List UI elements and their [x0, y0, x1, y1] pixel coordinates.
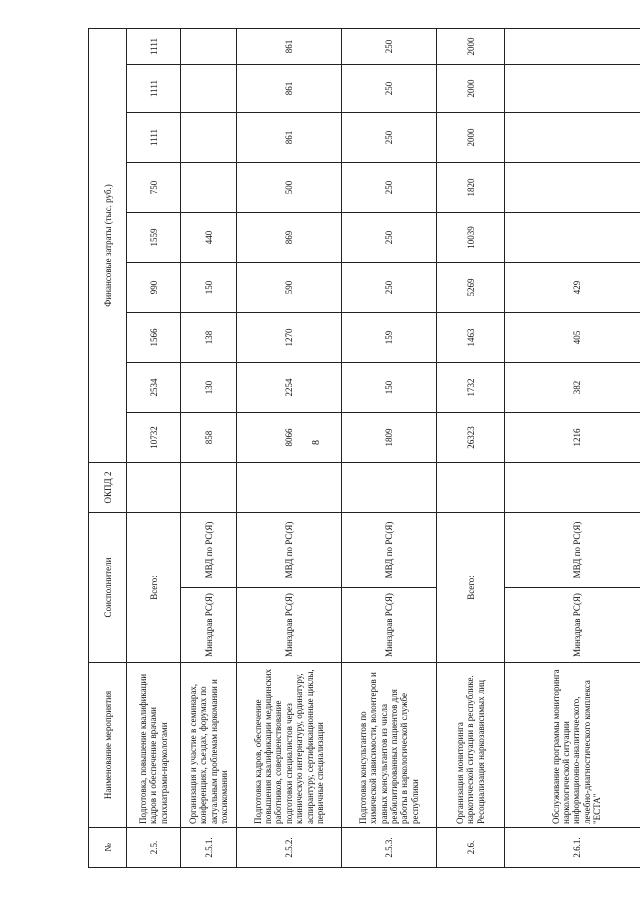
cost-cell: 1820 — [437, 163, 505, 213]
row-name: Подготовка консультантов по химической зависимости, волонтеров и равных консультантов из числа реабилитированных пациентов для работы в наркологической службе республики — [342, 663, 437, 828]
cost-cell: 590 — [237, 263, 342, 313]
cost-cell: 250 — [342, 113, 437, 163]
cost-cell: 1566 — [127, 313, 181, 363]
row-num: 2.5.3. — [342, 828, 437, 868]
cost-cell: 1559 — [127, 213, 181, 263]
table-row — [342, 29, 437, 868]
cost-cell: 1809 — [342, 413, 437, 463]
cost-cell: 150 — [181, 263, 237, 313]
header-name: Наименование мероприятия — [89, 663, 127, 828]
cost-cell: 138 — [181, 313, 237, 363]
header-costs: Финансовые затраты (тыс. руб.) — [89, 29, 127, 463]
table-row — [237, 29, 342, 868]
costs-table — [88, 28, 640, 868]
cost-cell: 858 — [181, 413, 237, 463]
cost-cell: 500 — [237, 163, 342, 213]
cost-cell — [505, 29, 640, 65]
row-okpd — [505, 463, 640, 513]
table-header-row — [89, 29, 127, 868]
cost-cell: 1270 — [237, 313, 342, 363]
cost-cell: 1463 — [437, 313, 505, 363]
cost-cell: 405 — [505, 313, 640, 363]
cost-cell: 2000 — [437, 65, 505, 113]
cost-cell: 8066 — [237, 413, 342, 463]
row-co-executor: МВД по РС(Я) — [237, 513, 342, 588]
cost-cell: 2254 — [237, 363, 342, 413]
cost-cell: 382 — [505, 363, 640, 413]
row-okpd — [437, 463, 505, 513]
rotated-table-wrapper — [88, 28, 640, 868]
row-executor: Минздрав РС(Я) — [181, 588, 237, 663]
cost-cell — [505, 65, 640, 113]
row-name: Подготовка, повышение квалификации кадров и обеспечение врачами психиатрами-наркологами — [127, 663, 181, 828]
cost-cell: 2000 — [437, 29, 505, 65]
cost-cell: 26323 — [437, 413, 505, 463]
row-num: 2.5. — [127, 828, 181, 868]
row-name: Обслуживание программы мониторинга наркологической ситуации информационно-аналитического, лечебно-диагностического комплекса "ЕСТА" — [505, 663, 640, 828]
row-co-executor: МВД по РС(Я) — [342, 513, 437, 588]
cost-cell: 1216 — [505, 413, 640, 463]
page-number: 8 — [311, 440, 322, 445]
row-okpd — [237, 463, 342, 513]
row-co-executor: МВД по РС(Я) — [181, 513, 237, 588]
row-num: 2.6. — [437, 828, 505, 868]
cost-cell: 10039 — [437, 213, 505, 263]
cost-cell: 1111 — [127, 29, 181, 65]
cost-cell: 159 — [342, 313, 437, 363]
row-name: Организация мониторинга наркотической ситуации в республике. Ресоциализация наркозависимых лиц — [437, 663, 505, 828]
cost-cell — [181, 113, 237, 163]
cost-cell: 861 — [237, 113, 342, 163]
cost-cell — [181, 163, 237, 213]
cost-cell — [505, 163, 640, 213]
cost-cell: 130 — [181, 363, 237, 413]
cost-cell: 250 — [342, 163, 437, 213]
cost-cell: 750 — [127, 163, 181, 213]
cost-cell: 2534 — [127, 363, 181, 413]
row-okpd — [127, 463, 181, 513]
row-num: 2.5.1. — [181, 828, 237, 868]
row-executor: Минздрав РС(Я) — [237, 588, 342, 663]
cost-cell: 1111 — [127, 113, 181, 163]
cost-cell: 1732 — [437, 363, 505, 413]
table-row — [127, 29, 181, 868]
cost-cell: 861 — [237, 65, 342, 113]
cost-cell: 1111 — [127, 65, 181, 113]
cost-cell: 429 — [505, 263, 640, 313]
cost-cell: 150 — [342, 363, 437, 413]
row-executor: Минздрав РС(Я) — [342, 588, 437, 663]
row-executor: Минздрав РС(Я) — [505, 588, 640, 663]
cost-cell: 990 — [127, 263, 181, 313]
row-okpd — [181, 463, 237, 513]
cost-cell — [181, 29, 237, 65]
cost-cell: 861 — [237, 29, 342, 65]
table-row — [437, 29, 505, 868]
cost-cell: 440 — [181, 213, 237, 263]
cost-cell: 2000 — [437, 113, 505, 163]
cost-cell: 250 — [342, 65, 437, 113]
cost-cell — [505, 213, 640, 263]
row-num: 2.5.2. — [237, 828, 342, 868]
header-num: № — [89, 828, 127, 868]
cost-cell: 5269 — [437, 263, 505, 313]
cost-cell — [181, 65, 237, 113]
cost-cell: 250 — [342, 263, 437, 313]
row-co-executor: МВД по РС(Я) — [505, 513, 640, 588]
header-executors: Соисполнители — [89, 513, 127, 663]
row-name: Организация и участие в семинарах, конференциях, съездах, форумах по актуальным проблемам наркомании и токсикомании — [181, 663, 237, 828]
cost-cell — [505, 113, 640, 163]
row-okpd — [342, 463, 437, 513]
row-executor: Всего: — [127, 513, 181, 663]
row-num: 2.6.1. — [505, 828, 640, 868]
cost-cell: 869 — [237, 213, 342, 263]
cost-cell: 10732 — [127, 413, 181, 463]
row-name: Подготовка кадров, обеспечение повышения квалификации медицинских работников, совершенствование подготовки специалистов через клиническую интернатуру, ординатуру, аспирантуру, сертификационные циклы, первичные специализации — [237, 663, 342, 828]
cost-cell: 250 — [342, 29, 437, 65]
table-row — [505, 29, 640, 868]
row-executor: Всего: — [437, 513, 505, 663]
header-okpd: ОКПД 2 — [89, 463, 127, 513]
cost-cell: 250 — [342, 213, 437, 263]
table-row — [181, 29, 237, 868]
